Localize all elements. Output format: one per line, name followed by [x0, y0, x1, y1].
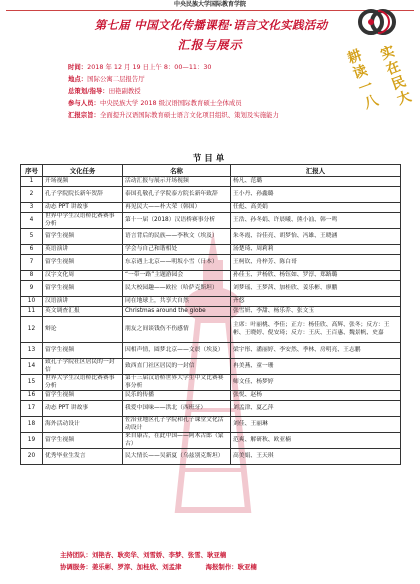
table-row	[21, 343, 401, 359]
table-row	[21, 375, 401, 391]
table-row	[21, 177, 401, 187]
header-task: 文化任务	[43, 165, 123, 177]
cell-name: 东京遇上北京——明坂小雪（日本）	[123, 255, 231, 271]
cell-task: 汉字文化周	[43, 271, 123, 281]
table-row	[21, 417, 401, 433]
cell-no: 12	[21, 317, 43, 343]
table-row	[21, 255, 401, 271]
cell-task: 动态 PPT 讲故事	[43, 401, 123, 417]
cell-name: 泰国孔敬孔子学院泰方院长新年致辞	[123, 187, 231, 203]
cell-task: 孔子学院院长新年贺辞	[43, 187, 123, 203]
cell-task: 留学生视频	[43, 433, 123, 449]
cell-presenter: 范爽、解研秋、欧亚楠	[231, 433, 401, 449]
info-participants	[68, 98, 398, 108]
cell-no: 11	[21, 307, 43, 317]
cell-presenter: 张悦、赵杨	[231, 391, 401, 401]
table-row	[21, 433, 401, 449]
cell-presenter: 王小丹、孙鑫璐	[231, 187, 401, 203]
info-location	[68, 74, 368, 84]
program-title: 节目单	[192, 154, 228, 164]
info-value: 全面提升汉语国际教育硕士语言文化项目组织、策划及实施能力	[99, 111, 279, 119]
header-no: 序号	[21, 165, 43, 177]
cell-no: 2	[21, 187, 43, 203]
cell-name: 同在地球上，共享大自然	[123, 297, 231, 307]
table-row	[21, 449, 401, 465]
cell-presenter: 师文佳、杨梦婷	[231, 375, 401, 391]
cell-no: 6	[21, 245, 43, 255]
cell-presenter: 朱冬霞、谷佳亮、胡梦怡、冯雄、王晓涵	[231, 229, 401, 245]
cell-task: 优秀毕业生发言	[43, 449, 123, 465]
event-title: 第七届 中国文化传播课程·语言文化实践活动	[94, 18, 328, 32]
cell-no: 16	[21, 391, 43, 401]
cell-presenter: 齐悠	[231, 297, 401, 307]
cell-task: 辩论	[43, 317, 123, 343]
header-org: 中央民族大学国际教育学院	[173, 1, 246, 8]
info-label: 总策划/指导：	[68, 87, 109, 95]
table-row	[21, 187, 401, 203]
cell-no: 9	[21, 281, 43, 297]
table-row	[21, 203, 401, 213]
header-divider	[6, 10, 414, 11]
cell-presenter: 刘孟津、夏乙萍	[231, 401, 401, 417]
cell-name: 再见民大——朴大荣（韩国）	[123, 203, 231, 213]
cell-no: 10	[21, 297, 43, 307]
cell-task: 英文调查汇报	[43, 307, 123, 317]
credits-value: 刘艳杏、耿奕华、刘雪娇、李梦、张雪、耿亚楠	[91, 551, 227, 559]
cell-name: 语言背后的民族——李秋文（埃及）	[123, 229, 231, 245]
cell-task: 留学生视频	[43, 255, 123, 271]
cell-no: 17	[21, 401, 43, 417]
info-value: 田艳副教授	[108, 87, 141, 95]
info-label: 参与人员：	[68, 99, 100, 107]
cell-task: 汉语演讲	[43, 297, 123, 307]
credits-value: 姜乐彬、罗淳、加桂欣、刘孟津	[91, 563, 182, 571]
cell-presenter: 梁宇彤、潘丽婷、李安然、季林、房明亮、王志鹏	[231, 343, 401, 359]
cell-name: 民大情长——吴新夏（乌兹别克斯坦）	[123, 449, 231, 465]
table-row	[21, 317, 401, 343]
logo-icon	[358, 6, 398, 38]
cell-task: 留学生视频	[43, 281, 123, 297]
cell-presenter: 王柯钦、舟梓芳、陈白哥	[231, 255, 401, 271]
table-row	[21, 297, 401, 307]
table-row	[21, 229, 401, 245]
cell-presenter: 冉美燕、童一珊	[231, 359, 401, 375]
table-row	[21, 245, 401, 255]
cell-name: 活动汇报与展示开场视频	[123, 177, 231, 187]
side-slogan-left: 耕读一八	[343, 47, 381, 113]
cell-no: 3	[21, 203, 43, 213]
cell-task: 海外活动设计	[43, 417, 123, 433]
credits-coordination	[60, 562, 400, 572]
info-purpose	[68, 110, 413, 120]
cell-no: 5	[21, 229, 43, 245]
info-value: 2018 年 12 月 19 日上午 8：00—11：30	[87, 63, 212, 71]
cell-presenter: 王浩、孙冬娟、许晨曦、熊小汕、韩一鸣	[231, 213, 401, 229]
cell-task: 留学生视频	[43, 229, 123, 245]
cell-task: 动态 PPT 讲故事	[43, 203, 123, 213]
cell-no: 7	[21, 255, 43, 271]
cell-name: 因相声情，圆梦北京——文晨（埃及）	[123, 343, 231, 359]
header-name: 名称	[123, 165, 231, 177]
cell-presenter: 高美娟、王天琪	[231, 449, 401, 465]
info-value: 国际公寓二层报告厅	[87, 75, 145, 83]
cell-no: 4	[21, 213, 43, 229]
cell-no: 8	[21, 271, 43, 281]
cell-presenter: 刘佳、王丽琳	[231, 417, 401, 433]
info-label: 地点：	[68, 75, 88, 83]
cell-no: 19	[21, 433, 43, 449]
info-label: 汇报宗旨：	[68, 111, 100, 119]
cell-task: 世界大学生汉语桥比赛赛事分析	[43, 375, 123, 391]
cell-name: Christmas around the globe	[123, 307, 231, 317]
cell-no: 14	[21, 359, 43, 375]
cell-no: 15	[21, 375, 43, 391]
info-time	[68, 62, 368, 72]
cell-presenter: 刘梦瑶、王梦茜、加桂欣、姜乐彬、廖鹏	[231, 281, 401, 297]
cell-name: 朋友之间谈钱伤不伤感情	[123, 317, 231, 343]
table-row	[21, 281, 401, 297]
cell-name: 致西直门社区居民的一封信	[123, 359, 231, 375]
cell-presenter: 任彪、高美娟	[231, 203, 401, 213]
cell-presenter: 张雪妍、李甜、杨乐乔、张文玉	[231, 307, 401, 317]
cell-task: 世界中学生汉语桥比赛赛事分析	[43, 213, 123, 229]
credits-label: 主持团队：	[60, 551, 92, 559]
cell-task: 留学生视频	[43, 343, 123, 359]
cell-name: 第十一届（2018）汉语桥赛事分析	[123, 213, 231, 229]
cell-name: 学会与自己和谐相处	[123, 245, 231, 255]
cell-name: 民大校园趣——欧拉（哈萨克斯坦）	[123, 281, 231, 297]
credits-poster-value: 耿亚楠	[237, 563, 257, 571]
cell-no: 18	[21, 417, 43, 433]
cell-no: 13	[21, 343, 43, 359]
cell-no: 1	[21, 177, 43, 187]
credits-hosts	[60, 550, 400, 560]
cell-task: 留学生视频	[43, 391, 123, 401]
table-row	[21, 307, 401, 317]
credits-poster-label: 海报制作：	[205, 563, 238, 571]
cell-presenter: 孙佳玉、尹杨欣、杨钰如、罗淳、郑路璐	[231, 271, 401, 281]
event-subtitle: 汇报与展示	[177, 38, 243, 52]
info-director	[68, 86, 368, 96]
cell-name: 我爱中国味——洪北（西班牙）	[123, 401, 231, 417]
cell-presenter: 主席：叶丽桃、李佳；正方：杨佳欣、高辉、张冬；反方：王彬、王晓婷、倪安琦；反方：王庆、王百惠、魏景帆、史嘉	[231, 317, 401, 343]
table-header-row	[21, 165, 401, 177]
cell-task: 英语演讲	[43, 245, 123, 255]
cell-name: 来自康古，在此中国——阿木古郎（蒙古）	[123, 433, 231, 449]
cell-no: 20	[21, 449, 43, 465]
cell-presenter: 杨凡、范璐	[231, 177, 401, 187]
cell-name: 第十三届汉语桥世界大学生中文比赛赛事分析	[123, 375, 231, 391]
side-slogan-right: 实在民大	[376, 43, 414, 109]
table-row	[21, 271, 401, 281]
info-value: 中央民族大学 2018 级汉语国际教育硕士全体成员	[99, 99, 242, 107]
header-presenter: 汇报人	[231, 165, 401, 177]
table-row	[21, 359, 401, 375]
table-row	[21, 391, 401, 401]
cell-name: 佐治亚地区孔子学院和孔子课堂文化活动设计	[123, 417, 231, 433]
table-row	[21, 213, 401, 229]
table-row	[21, 401, 401, 417]
info-label: 时间：	[68, 63, 88, 71]
cell-name: “一带一路”主题游园会	[123, 271, 231, 281]
cell-task: 致孔子学院社区居民的一封信	[43, 359, 123, 375]
program-table	[20, 164, 401, 465]
credits-label: 协调服务：	[60, 563, 92, 571]
cell-task: 开场视频	[43, 177, 123, 187]
cell-name: 民乐的传播	[123, 391, 231, 401]
cell-presenter: 汤楚琦、周莉莉	[231, 245, 401, 255]
